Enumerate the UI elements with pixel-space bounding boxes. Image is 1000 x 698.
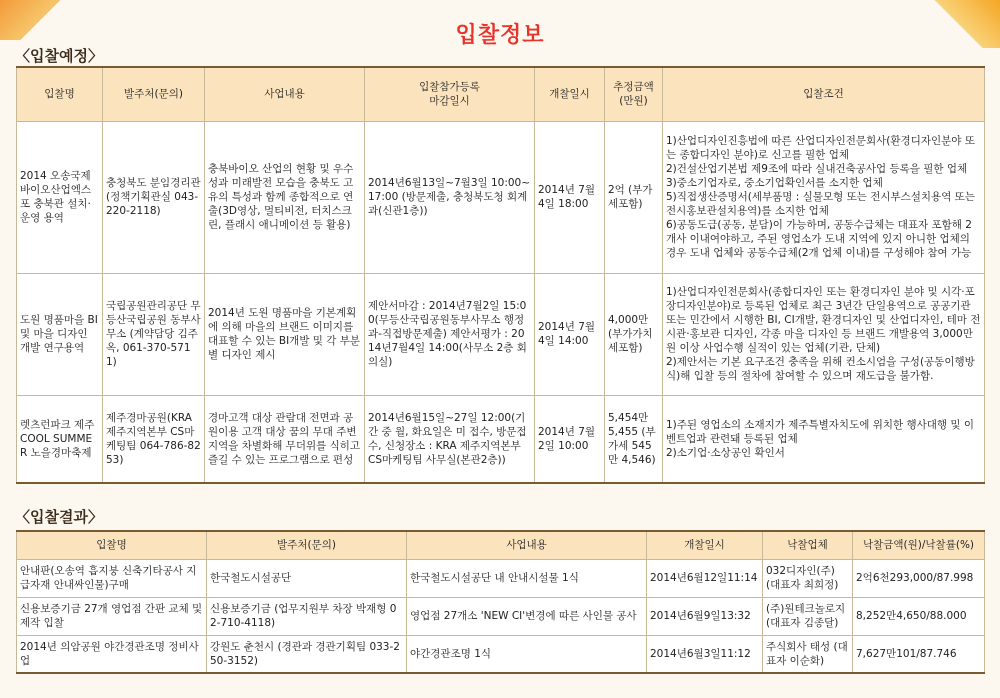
cell-conditions: 1)주된 영업소의 소재지가 제주특별자치도에 위치한 행사대행 및 이벤트업과 관련돼 등록된 업체 2)소기업·소상공인 확인서	[663, 395, 985, 483]
header-amount: 추정금액 (만원)	[605, 67, 663, 121]
header-content: 사업내용	[407, 531, 647, 559]
table-row	[17, 121, 985, 273]
cell-content: 야간경관조명 1식	[407, 635, 647, 673]
cell-deadline: 2014년6월15일~27일 12:00(기간 중 월, 화요일은 미 접수, 방문접수, 신청장소 : KRA 제주지역본부 CS마케팅팀 사무실(본관2층))	[365, 395, 535, 483]
cell-client: 신용보증기금 (업무지원부 차장 박재형 02-710-4118)	[207, 597, 407, 635]
header-name: 입찰명	[17, 531, 207, 559]
cell-deadline: 2014년6월13일~7월3일 10:00~17:00 (방문제출, 충청북도청 회계과(신관1층))	[365, 121, 535, 273]
results-table	[16, 530, 985, 674]
header-open: 개찰일시	[535, 67, 605, 121]
header-open: 개찰일시	[647, 531, 763, 559]
cell-open: 2014년 7월4일 18:00	[535, 121, 605, 273]
cell-name: 도원 명품마을 BI 및 마을 디자인 개발 연구용역	[17, 273, 103, 395]
table-row	[17, 559, 985, 597]
cell-name: 렛츠런파크 제주 COOL SUMMER 노을경마축제	[17, 395, 103, 483]
cell-open: 2014년6월3일11:12	[647, 635, 763, 673]
cell-name: 안내판(오송역 흡지붕 신축기타공사 지급자재 안내싸인물)구매	[17, 559, 207, 597]
cell-content: 영업점 27개소 'NEW CI'변경에 따른 사인물 공사	[407, 597, 647, 635]
table-row	[17, 395, 985, 483]
cell-open: 2014년6월12일11:14	[647, 559, 763, 597]
header-client: 발주처(문의)	[103, 67, 205, 121]
cell-conditions: 1)산업디자인진흥법에 따른 산업디자인전문회사(환경디자인분야 또는 종합디자인 분야)로 신고를 필한 업체 2)건설산업기본법 제9조에 따라 실내건축공사업 등록을 필한 업체 3)중소기업자로, 중소기업확인서를 소지한 업체 5)직접생산증명서(세부품명 : 실물모형 또는 전시부스설치용역 또는 전시홍보관설치용역)를 소지한 업체 6)공동도급(공동, 분담)이 가능하며, 공동수급체는 대표자 포함해 2개사 이내여야하고, 주된 영업소가 도내 지역에 있지 아니한 업체의 경우 도내 업체와 공동수급체(2개 업체 이내)를 구성해야 참여 가능	[663, 121, 985, 273]
cell-open: 2014년 7월2일 10:00	[535, 395, 605, 483]
cell-deadline: 제안서마감 : 2014년7월2일 15:00(무등산국립공원동부사무소 행정과-직접방문제출) 제안서평가 : 2014년7월4일 14:00(사무소 2층 회의실)	[365, 273, 535, 395]
cell-winner: 주식회사 태성 (대표자 이순화)	[763, 635, 853, 673]
cell-amount: 8,252만4,650/88.000	[853, 597, 985, 635]
planned-header-row	[17, 67, 985, 121]
cell-name: 2014년 의암공원 야간경관조명 정비사업	[17, 635, 207, 673]
cell-open: 2014년6월9일13:32	[647, 597, 763, 635]
results-header-row	[17, 531, 985, 559]
cell-name: 2014 오송국제바이오산업엑스포 충북관 설치·운영 용역	[17, 121, 103, 273]
header-name: 입찰명	[17, 67, 103, 121]
header-winner: 낙찰업체	[763, 531, 853, 559]
header-client: 발주처(문의)	[207, 531, 407, 559]
header-conditions: 입찰조건	[663, 67, 985, 121]
cell-client: 충청북도 분임경리관(정책기획관실 043-220-2118)	[103, 121, 205, 273]
cell-conditions: 1)산업디자인전문회사(종합디자인 또는 환경디자인 분야 및 시각·포장디자인분야)로 등록된 업체로 최근 3년간 단일용역으로 공공기관 또는 민간에서 시행한 BI, CI개발, 환경디자인 및 산업디자인, 테마 전시관·홍보관 디자인, 각종 마을 디자인 등 브랜드 개발용역 3,000만원 이상 사업수행 실적이 있는 업체(기관, 단체) 2)제안서는 기본 요구조건 충족을 위해 컨소시엄을 구성(공동이행방식)해 입찰 등의 절차에 참여할 수 있으며 재도급을 불가함.	[663, 273, 985, 395]
table-row	[17, 273, 985, 395]
cell-amount: 2억 (부가세포함)	[605, 121, 663, 273]
cell-amount: 5,454만 5,455 (부가세 545만 4,546)	[605, 395, 663, 483]
cell-client: 강원도 춘천시 (경관과 경관기획팀 033-250-3152)	[207, 635, 407, 673]
cell-name: 신용보증기금 27개 영업점 간판 교체 및 제작 입찰	[17, 597, 207, 635]
cell-content: 한국철도시설공단 내 안내시설물 1식	[407, 559, 647, 597]
cell-client: 제주경마공원(KRA 제주지역본부 CS마케팅팀 064-786-8253)	[103, 395, 205, 483]
cell-content: 2014년 도원 명품마을 기본계획에 의해 마을의 브랜드 이미지를 대표할 수 있는 BI개발 및 각 부분별 디자인 제시	[205, 273, 365, 395]
planned-heading: 〈입찰예정〉	[15, 47, 103, 65]
page-title: 입찰정보	[455, 23, 545, 48]
cell-open: 2014년 7월4일 14:00	[535, 273, 605, 395]
table-row	[17, 597, 985, 635]
header-amount: 낙찰금액(원)/낙찰률(%)	[853, 531, 985, 559]
cell-content: 충북바이오 산업의 현황 및 우수성과 미래발전 모습을 충북도 고유의 특성과 함께 종합적으로 연출(3D영상, 멀티비전, 터치스크린, 플래시 애니메이션 등 활용)	[205, 121, 365, 273]
cell-client: 한국철도시설공단	[207, 559, 407, 597]
results-heading: 〈입찰결과〉	[15, 508, 103, 526]
cell-client: 국립공원관리공단 무등산국립공원 동부사무소 (계약담당 김주옥, 061-370-5711)	[103, 273, 205, 395]
cell-amount: 2억6천293,000/87.998	[853, 559, 985, 597]
cell-content: 경마고객 대상 관람대 전면과 공원이용 고객 대상 꿈의 무대 주변지역을 차별화해 무더위를 식히고 즐길 수 있는 프로그램으로 편성	[205, 395, 365, 483]
cell-winner: 032디자인(주) (대표자 최희정)	[763, 559, 853, 597]
cell-amount: 7,627만101/87.746	[853, 635, 985, 673]
header-content: 사업내용	[205, 67, 365, 121]
cell-amount: 4,000만 (부가가치세포함)	[605, 273, 663, 395]
header-deadline: 입찰참가등록 마감일시	[365, 67, 535, 121]
cell-winner: (주)원테크놀로지 (대표자 김종달)	[763, 597, 853, 635]
table-row	[17, 635, 985, 673]
planned-table	[16, 66, 985, 484]
